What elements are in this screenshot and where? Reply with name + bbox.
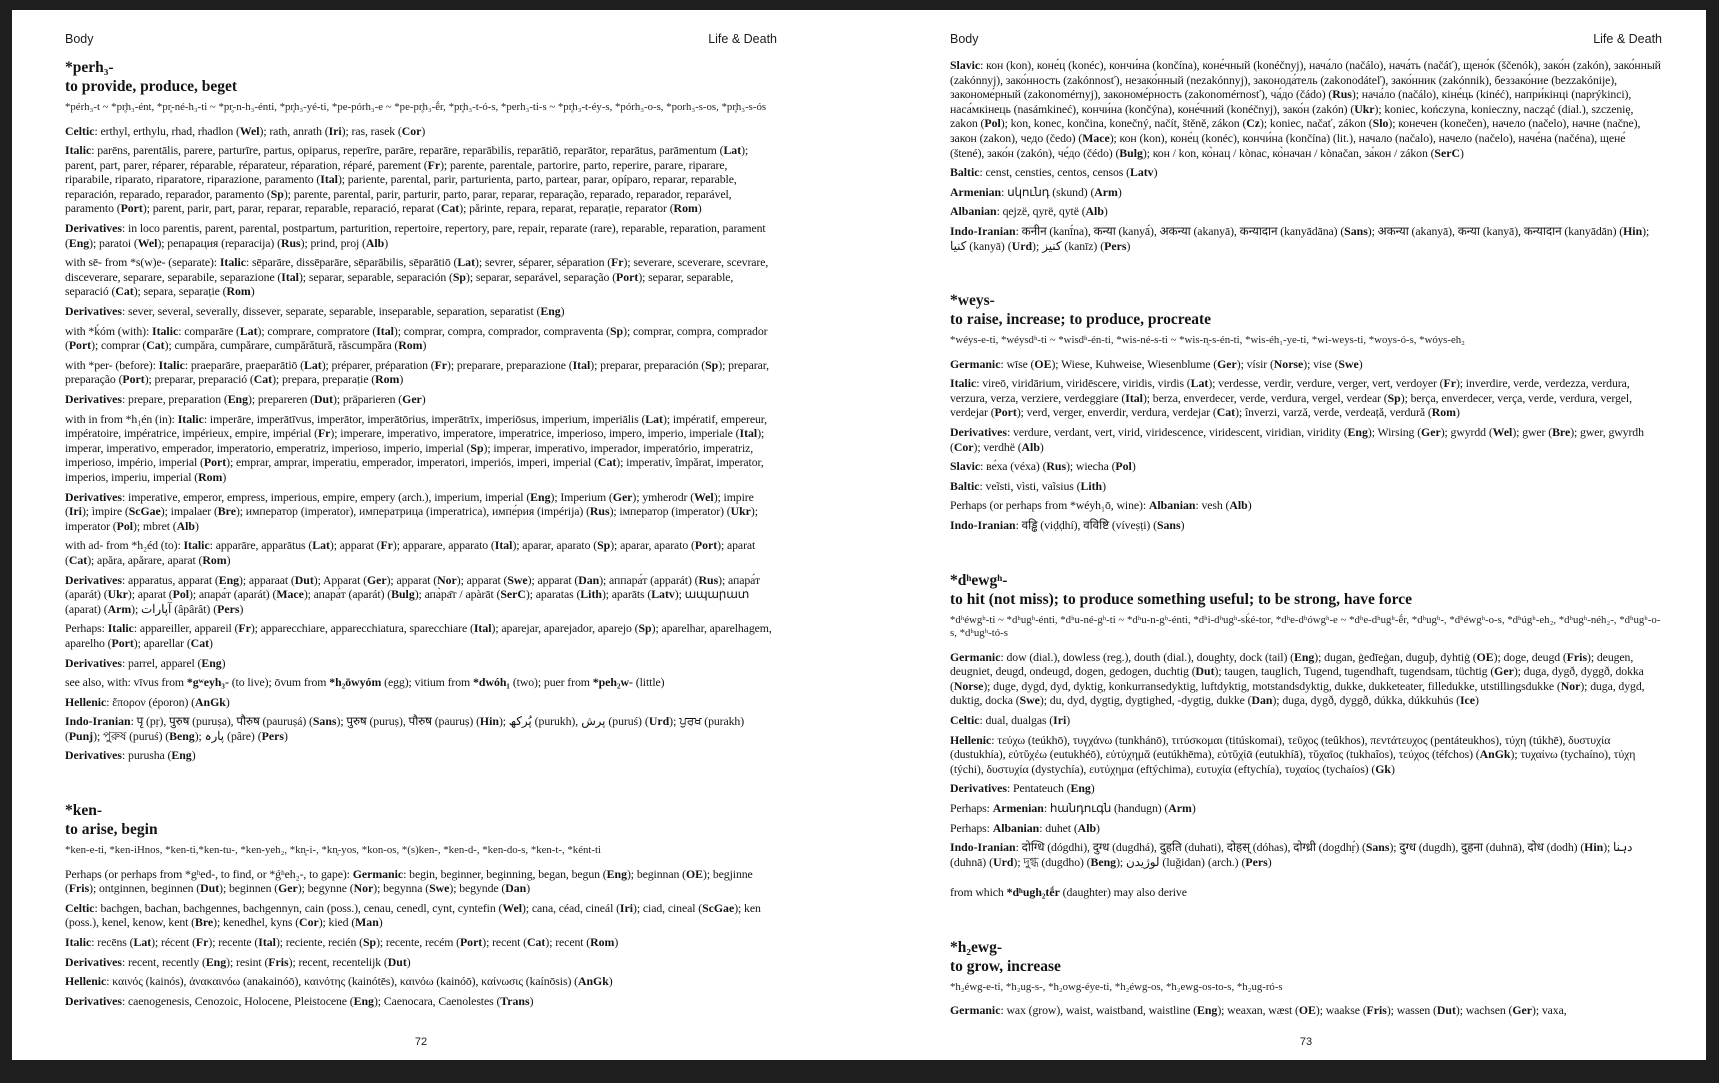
entry-paragraph: with ad- from *h₂éd (to): Italic: apparāre, apparātus (Lat); apparat (Fr); apparare, apparato (Ital); aparar, aparato (Sp); aparar, aparato (Port); aparat (Cat); apăra, apărare, aparat (Rom) <box>65 538 756 567</box>
entry-paragraph: Indo-Iranian: पृ (pṛ), पुरुष (puruṣa), पौरुष (pauruṣá) (Sans); पुरुष (puruṣ), पौरुष (pauruṣ) (Hin); پُرکھ (purukh), پرش (puruś) (Urd); ਪੁਰਖ (purakh) (Punj); পুরুষ (puruś) (Beng); پارہ (pâre) (Pers) <box>65 714 745 743</box>
entry-paragraph: Baltic: veĩsti, vìsti, vaĩsius (Lith) <box>950 478 1106 493</box>
entry-reconstructed-forms: *ken-e-ti, *ken-iHnos, *ken-ti,*ken-tu-, *ken-yeh₂, *kn̥-i-, *kn̥-yos, *kon-os, *(s)ken-, *ken-d-, *ken-do-s, *ken-t-, *ként-ti <box>65 844 601 857</box>
entry-paragraph: Derivatives: verdure, verdant, vert, virid, viridescence, viridescent, viridian, viridity (Eng); Wirsing (Ger); gwyrdd (Wel); gwer (Bre); gwer, gwyrdh (Cor); verdhë (Alb) <box>950 425 1644 454</box>
entry-headword: *perh₃- <box>65 59 114 76</box>
entry-paragraph: see also, with: vīvus from *gʷeyh₃- (to live); ōvum from *h₂ōwyóm (egg); vitium from *dwóh₁ (two); puer from *peh₂w- (little) <box>65 675 665 690</box>
running-header-chapter: Life & Death <box>1593 32 1662 46</box>
page-right-content <box>950 58 1662 1022</box>
entry-ken <box>65 801 777 858</box>
entry-paragraph: Slavic: кон (kon), коне́ц (konéc), кончи́на (končína), коне́чный (konéčnyj), нача́ло (načálo), нача́ть (načáť), щено́к (ščenók), зако́н (zakón), зако́нный (zakónnyj), зако́нность (zakónnosť), незако́нный (nezakónnyj), законода́тель (zakonodáteľ), зако́нник (zakónnik), беззако́ние (bezzakónije), закономе́рный (zakonomérnyj), закономе́рность (zakonomérnosť), ча́до (čádo) (Rus); нача́ло (načálo), кіне́ць (kinéć), напри́кінці (naprýkinci), наса́мкінець (nasámkineć), кончи́на (končýna), коне́чний (konéčnyj), зако́н (zakón) (Ukr); koniec, kończyna, konieczny, nacząć (dial.), szczenię, zakon (Pol); kon, konec, končina, konečný, načít, štěně, zákon (Cz); koniec, načať, zákon (Slo); конечен (konečen), начело (načelo), начне (načne), закон (zakon), чедо (čedo) (Mace); кон (kon), коне́ц (konéc), кончи́на (končína) (lit.), начало (načalo), начело (načelo), наче́на (načéna), щене́ (štené), зако́н (zakón), че́до (čédo) (Bulg); кон / kon, ко̀нац / kònac, ко̀начан / kònačan, за́кон / zákon (SerC) <box>950 58 1661 160</box>
entry-paragraph: Derivatives: in loco parentis, parent, parental, postpartum, parturition, repertoire, repertory, pare, repair, reparate (rare), reparable, reparation, parament (Eng); paratoi (Wel); репарация (reparacija) (Rus); prind, proj (Alb) <box>65 221 766 250</box>
page-right <box>950 10 1662 1060</box>
entry-paragraph: Perhaps: Albanian: duhet (Alb) <box>950 820 1100 835</box>
entry-headword: *dʰewgʰ- <box>950 571 1008 589</box>
page-number-right: 73 <box>1299 1036 1313 1048</box>
entry-paragraph: Derivatives: Pentateuch (Eng) <box>950 781 1095 796</box>
entry-paragraph: Perhaps: Italic: appareiller, appareil (Fr); apparecchiare, apparecchiatura, sparecchiare (Ital); aparejar, aparejador, aparejo (Sp); aparelhar, aparelhagem, aparelho (Port); aparellar (Cat) <box>65 621 772 650</box>
entry-weys <box>950 291 1662 348</box>
entry-paragraph: Derivatives: recent, recently (Eng); resint (Fris); recent, recentelijk (Dut) <box>65 954 411 969</box>
entry-paragraph: Derivatives: parrel, apparel (Eng) <box>65 655 226 670</box>
entry-paragraph: Perhaps (or perhaps from *gʰed-, to find, or *ǵʰeh₂-, to gape): Germanic: begin, beginner, beginning, began, begun (Eng); beginnan (OE); begjinne (Fris); ontginnen, beginnen (Dut); beginnen (Ger); begynne (Nor); begynna (Swe); begynde (Dan) <box>65 866 753 896</box>
entry-dhewgh <box>950 571 1662 641</box>
entry-paragraph: Baltic: censt, censties, centos, censos (Latv) <box>950 165 1158 180</box>
entry-paragraph: Armenian: սկունդ (skund) (Arm) <box>950 184 1122 199</box>
entry-paragraph: Perhaps (or perhaps from *wéyh₁ō, wine): Albanian: vesh (Alb) <box>950 498 1252 513</box>
entry-reconstructed-forms: *dʰéwgʰ-ti ~ *dʰugʰ-énti, *dʰu-né-gʰ-ti ~ *dʰu-n-gʰ-énti, *dʰi-dʰugʰ-sḱé-tor, *dʰe-dʰówgʰ-e ~ *dʰe-dʰugʰ-ḗr, *dʰugʰ-, *dʰéwgʰ-o-s, *dʰúgʰ-eh₂, *dʰugʰ-néh₂-, *dʰugʰ-o-s, *dʰugʰ-tó-s <box>950 613 1661 640</box>
entry-reconstructed-forms: *pérh₃-t ~ *pr̥h₃-ént, *pr̥-né-h₃-ti ~ *pr̥-n-h₃-énti, *pr̥h₃-yé-ti, *pe-pórh₃-e ~ *pe-pr̥h₃-ḗr, *pr̥h₃-t-ó-s, *perh₃-ti-s ~ *pr̥h₃-t-éy-s, *pórh₃-o-s, *porh₃-s-os, *pr̥h₃-s-ós <box>65 101 767 113</box>
entry-paragraph: Italic: parēns, parentālis, parere, parturīre, partus, opiparus, reperīre, parāre, reparāre, reparābilis, reparātiō, reparātor, reparātus, parāmentum (Lat); parent, part, parer, réparer, réparable, réparateur, réparation, réparé, parement (Fr); parente, parentale, partorire, parto, reperire, parare, riparare, riparabile, riparato, riparatore, riparazione, paramento (Ital); pariente, parental, parir, parturienta, parto, partear, parar, opíparo, reparar, reparable, reparación, reparado, reparador, paramento (Sp); parente, parental, parir, parturir, parto, parar, reparar, reparação, reparado, reparador, reparável, paramento (Port); parent, parir, part, parar, reparar, reparable, reparació, reparat (Cat); părinte, repara, reparat, reparație, reparator (Rom) <box>65 143 749 216</box>
entry-headword: *h₂ewg- <box>950 938 1003 956</box>
entry-paragraph: Germanic: wīse (OE); Wiese, Kuhweise, Wiesenblume (Ger); vísir (Norse); vise (Swe) <box>950 356 1363 371</box>
entry-paragraph: Indo-Iranian: कनीन (kanī́na), कन्या (kanyā́), अकन्या (akanyā), कन्यादान (kanyādāna) (Sans); अकन्या (akanyā), कन्या (kanyā), कन्यादान (kanyādān) (Hin); کنیا (kanyā) (Urd); کنیز (kanīz) (Pers) <box>950 223 1650 253</box>
entry-paragraph: Perhaps: Armenian: հանդուգն (handugn) (Arm) <box>950 800 1196 815</box>
entry-paragraph: Celtic: dual, dualgas (Iri) <box>950 712 1071 727</box>
running-header-right-page <box>950 32 1662 46</box>
running-header-chapter: Life & Death <box>708 32 777 46</box>
entry-paragraph: Hellenic: ἔπορον (époron) (AnGk) <box>65 694 230 709</box>
entry-perh3 <box>65 58 777 115</box>
entry-gloss: to grow, increase <box>950 957 1061 975</box>
running-header-section: Body <box>950 32 979 46</box>
entry-paragraph: Slavic: ве́ха (véxa) (Rus); wiecha (Pol) <box>950 459 1136 474</box>
entry-paragraph: with sē- from *s(w)e- (separate): Italic: sēparāre, dissēparāre, sēparābilis, sēparātiō (Lat); sevrer, séparer, séparation (Fr); severare, sceverare, scevrare, disceverare, separare, separabile, separazione (Ital); separar, separable, separación (Sp); separar, separável, separação (Port); separar, separable, separació (Cat); separa, separație (Rom) <box>65 255 769 299</box>
entry-paragraph: Derivatives: apparatus, apparat (Eng); apparaat (Dut); Apparat (Ger); apparat (Nor); apparat (Swe); apparat (Dan); аппара́т (apparát) (Rus); апара́т (aparát) (Ukr); aparat (Pol); апара́т (aparát) (Mace); апара́т (aparát) (Bulg); апа̀ра̄т / apàrāt (SerC); aparatas (Lith); aparāts (Latv); ապարատ (aparat) (Arm); آپارات (âpârât) (Pers) <box>65 572 761 616</box>
entry-paragraph: Derivatives: imperative, emperor, empress, imperious, empire, empery (arch.), imperium, imperial (Eng); Imperium (Ger); ymherodr (Wel); impire (Iri); ìmpire (ScGae); impalaer (Bre); император (imperator), императрица (imperatrica), импе́рия (impérija) (Rus); імператор (imperator) (Ukr); imperator (Pol); mbret (Alb) <box>65 489 758 533</box>
entry-paragraph: with *ḱóm (with): Italic: comparāre (Lat); comprare, compratore (Ital); comprar, compra, comprador, compraventa (Sp); comprar, compra, comprador (Port); comprar (Cat); cumpăra, cumpărare, cumpărătură, răscumpăra (Rom) <box>65 323 768 353</box>
running-header-left-page <box>65 32 777 46</box>
entry-paragraph: Celtic: erthyl, erthylu, rhad, rhadlon (Wel); rath, anrath (Iri); ras, rasek (Cor) <box>65 123 426 138</box>
entry-paragraph: Derivatives: prepare, preparation (Eng); prepareren (Dut); präparieren (Ger) <box>65 392 426 406</box>
entry-reconstructed-forms: *h₂éwg-e-ti, *h₂ug-s-, *h₂owg-éye-ti, *h₂éwg-os, *h₂ewg-os-to-s, *h₂ug-ró-s <box>950 980 1283 993</box>
entry-paragraph: Indo-Iranian: दोग्धि (dógdhi), दुग्ध (dugdhá), दुहति (duhati), दोहस् (dóhas), दोग्ध्री (dogdhṛ́) (Sans); दुग्ध (dugdh), दुहना (duhnā), दोध (dodh) (Hin); دہنا (duhnā) (Urd); দুগ্ধ (dugdho) (Beng); لوژیدن (luğidan) (arch.) (Pers) <box>950 840 1633 869</box>
page-left-content <box>65 58 777 1022</box>
entry-headword: *weys- <box>950 292 995 310</box>
page-number-left: 72 <box>414 1036 428 1048</box>
entry-paragraph: Germanic: wax (grow), waist, waistband, waistline (Eng); weaxan, wæst (OE); waakse (Fris); wassen (Dut); wachsen (Ger); vaxa, <box>950 1003 1567 1018</box>
entry-headword: *ken- <box>65 802 103 820</box>
entry-paragraph: from which *dʰugh₂tḗr (daughter) may also derive <box>950 885 1187 900</box>
page-left <box>65 10 777 1060</box>
entry-paragraph: Albanian: qejzë, qyrë, qytë (Alb) <box>950 204 1108 219</box>
entry-paragraph: Derivatives: purusha (Eng) <box>65 748 196 763</box>
entry-paragraph: Indo-Iranian: वड्ढि (viḍḍhí), वविष्टि (víveṣṭi) (Sans) <box>950 517 1185 532</box>
entry-gloss: to raise, increase; to produce, procreate <box>950 311 1211 329</box>
entry-paragraph: Hellenic: καινός (kainós), ἀνακαινόω (anakainóō), καινότης (kainótēs), καινόω (kainóō), καίνωσις (kaínōsis) (AnGk) <box>65 974 613 989</box>
entry-gloss: to provide, produce, beget <box>65 78 238 95</box>
entry-h2ewg <box>950 938 1662 995</box>
entry-paragraph: Italic: recēns (Lat); récent (Fr); recente (Ital); reciente, recién (Sp); recente, recém (Port); recent (Cat); recent (Rom) <box>65 934 619 949</box>
entry-paragraph: Derivatives: sever, several, severally, dissever, separate, separable, inseparable, separation, separatist (Eng) <box>65 304 565 319</box>
book-spread-sheet <box>12 10 1706 1060</box>
entry-paragraph: with *per- (before): Italic: praeparāre, praeparātiō (Lat); préparer, préparation (Fr); preparare, preparazione (Ital); preparar, preparación (Sp); preparar, preparação (Port); preparar, preparació (Cat); prepara, preparație (Rom) <box>65 357 769 387</box>
entry-reconstructed-forms: *wéys-e-ti, *wéysdʰ-ti ~ *wisdʰ-én-ti, *wis-né-s-ti ~ *wis-n̥-s-én-ti, *wis-éh₁-ye-ti, *wi-weys-ti, *woys-ó-s, *wóys-eh₂ <box>950 334 1465 347</box>
entry-paragraph: Italic: vireō, viridārium, viridēscere, viridis, virdis (Lat); verdesse, verdir, verdure, verger, vert, verdoyer (Fr); inverdire, verde, verdezza, verdura, verzura, verza, verziere, verdeggiare (Ital); berza, enverdecer, verde, verdura, vergel, verdear (Sp); berça, enverdecer, verça, verde, verdura, vergel, verdejar (Port); verd, verger, enverdir, verdura, verdejar (Cat); înverzi, varză, verde, verdeață, verdură (Rom) <box>950 376 1632 420</box>
entry-gloss: to arise, begin <box>65 821 158 839</box>
running-header-section: Body <box>65 32 94 46</box>
entry-paragraph: Derivatives: caenogenesis, Cenozoic, Holocene, Pleistocene (Eng); Caenocara, Caenolestes (Trans) <box>65 993 534 1008</box>
entry-paragraph: Germanic: dow (dial.), dowless (reg.), douth (dial.), doughty, dock (tail) (Eng); dugan, ġedīeġan, duguþ, dyhtiġ (OE); doge, deugd (Fris); deugen, deugniet, deugd, ondeugd, dogen, gedogen, duchtig (Dut); taugen, tauglich, Tugend, tugendhaft, tugendsam, tüchtig (Ger); duga, dygð, dyggð, dokka (Norse); duge, dygd, dyd, dyktig, konkurransedyktig, luftdyktig, motstandsdyktig, dukke, dukketeater, filledukke, utstillingsdukke (Nor); duga, dygd, duktig, docka (Swe); du, dyd, dygtig, dygtighed, -dygtig, dukke (Dan); duga, dygð, dyggð, dúkka, dúkkuhús (Ice) <box>950 649 1645 708</box>
entry-paragraph: Hellenic: τεύχω (teúkhō), τυγχάνω (tunkhánō), τιτύσκομαι (titúskomai), τεῦχος (teûkhos), πεντάτευχος (pentáteukhos), τύχη (túkhē), δυστυχία (dustukhía), εὐτῠχέω (eutukhéō), εὐτύχημᾰ (eutúkhēma), εὐτῠχίᾱ (eutukhíā), τῠχαῖος (tukhaîos), τεύχος (téfchos) (AnGk); τυχαίνω (tychaíno), τύχη (týchi), δυστυχία (dystychía), ευτύχημα (eftýchima), ευτυχία (eftychía), τυχαίος (tychaíos) (Gk) <box>950 732 1636 776</box>
entry-paragraph: with in from *h₁én (in): Italic: imperāre, imperātīvus, imperātor, imperātōrius, imperātrīx, imperiōsus, imperium, imperiālis (Lat); impératif, empereur, impératoire, impératrice, impérieux, empire, impérial (Fr); imperare, imperativo, imperatore, imperatrice, imperioso, impero, imperio, imperiale (Ital); imperar, imperativo, emperador, imperatorio, emperatriz, imperioso, imperio, imperial (Sp); imperar, imperativo, imperador, imperatório, imperatriz, imperioso, império, imperial (Port); emprar, amprar, imperatiu, emperador, imperatori, imperiós, imperi, imperial (Cat); imperativ, împărat, imperator, imperios, imperiu, imperial (Rom) <box>65 411 767 484</box>
entry-gloss: to hit (not miss); to produce something useful; to be strong, have force <box>950 590 1412 608</box>
entry-paragraph: Celtic: bachgen, bachan, bachgennes, bachgennyn, cain (poss.), cenau, cenedl, cynt, cyntefin (Wel); cana, céad, cineál (Iri); ciad, cineal (ScGae); ken (poss.), kenel, kenow, kent (Bre); kenedhel, kyns (Cor); kied (Man) <box>65 900 761 930</box>
